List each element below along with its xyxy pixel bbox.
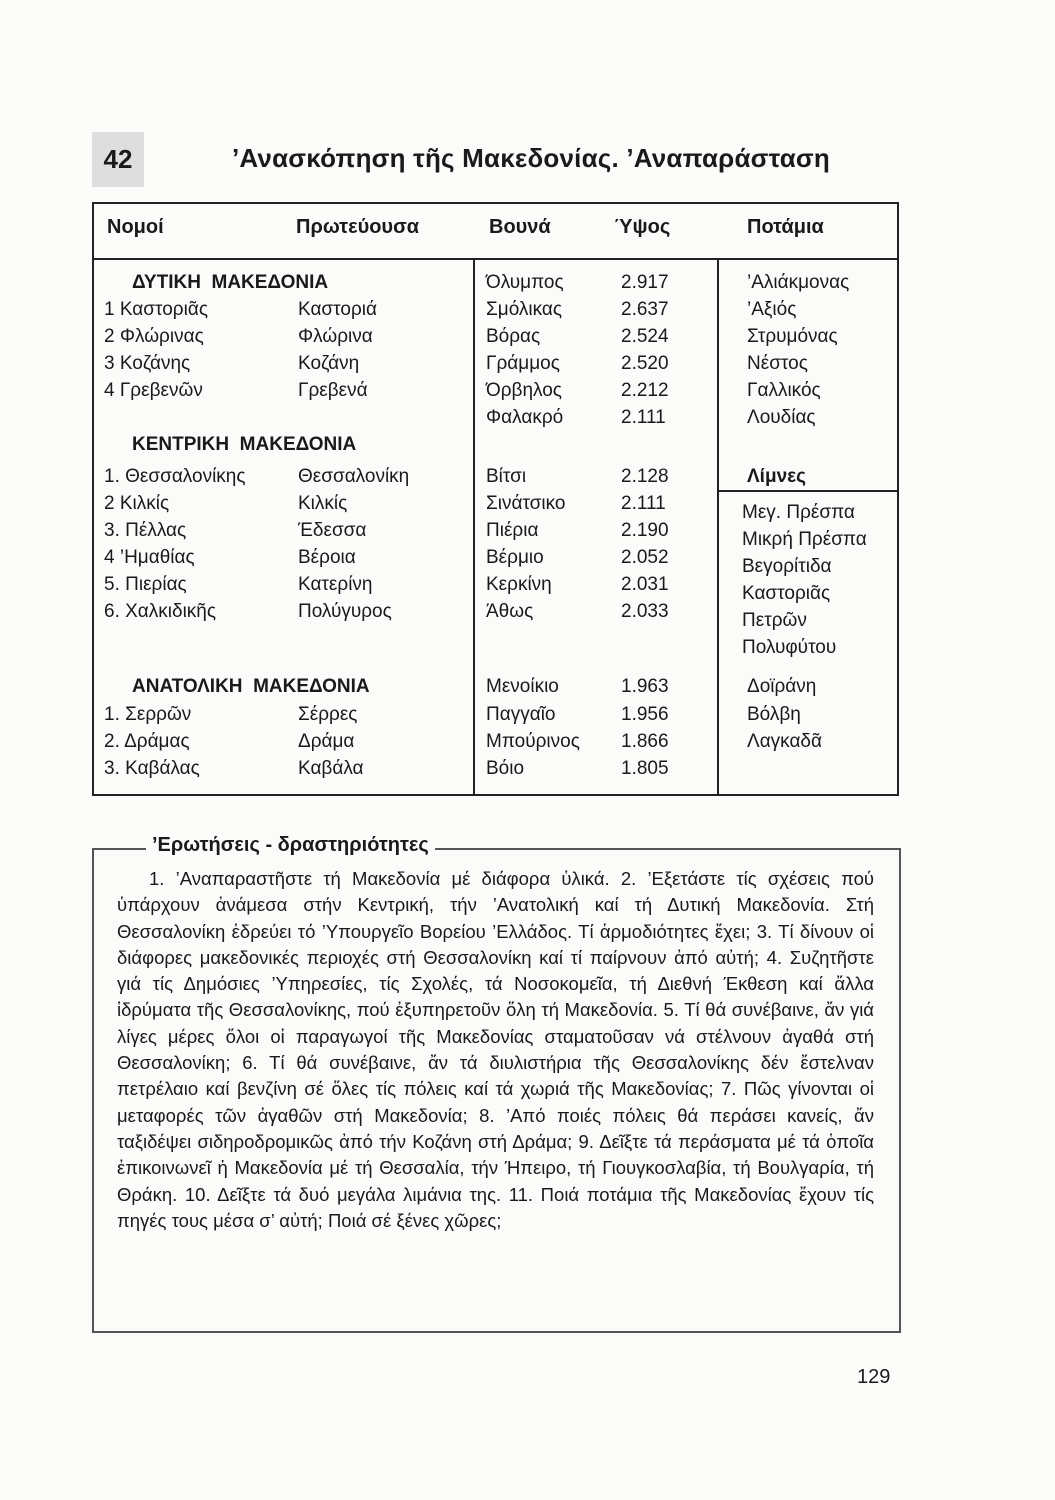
questions-text: 1. ’Αναπαραστῆστε τή Μακεδονία μέ διάφορα ὑλικά. 2. ’Εξετάστε τίς σχέσεις πού ὑπάρχουν ἀνάμεσα στήν Κεντρική, τήν ’Ανατολική καί τή Δυτική Μακεδονία. Στή Θεσσαλονίκη ἑδρεύει τό ’Υπουργεῖο Βορείου ’Ελλάδος. Τί ἁρμοδιότητες ἔχει; 3. Τί δίνουν οἱ διάφορες μακεδονικές περιοχές στή Θεσσαλονίκη καί τί παίρνουν ἀπό αὐτή; 4. Συζητῆστε γιά τίς Δημόσιες ’Υπηρεσίες, τίς Σχολές, τά Νοσοκομεῖα, τή Διεθνή Έκθεση καί ἄλλα ἱδρύματα τῆς Θεσσαλονίκης, πού ἐξυπηρετοῦν ὅλη τή Μακεδονία. 5. Τί θά συνέβαινε, ἄν γιά λίγες μέρες ὅλοι οἱ παραγωγοί τῆς Μακεδονίας σταματοῦσαν νά στέλνουν ἀγαθά στή Θεσσαλονίκη; 6. Τί θά συνέβαινε, ἄν τά διυλιστήρια τῆς Θεσσαλονίκης δέν ἔστελναν πετρέλαιο καί βενζίνη σέ ὅλες τίς πόλεις καί τά χωριά τῆς Μακεδονίας; 7. Πῶς γίνονται οἱ μεταφορές τῶν ἀγαθῶν στή Μακεδονία; 8. ’Από ποιές πόλεις θά περάσει κανείς, ἄν ταξιδέψει σιδηροδρομικῶς ἀπό τήν Κοζάνη στή Δράμα; 9. Δεῖξτε τά περάσματα μέ τά ὁποῖα ἐπικοινωνεῖ ἡ Μακεδονία μέ τή Θεσσαλία, τήν Ήπειρο, τή Γιουγκοσλαβία, τή Βουλγαρία, τή Θράκη. 10. Δεῖξτε τά δυό μεγάλα λιμάνια της. 11. Ποιά ποτάμια τῆς Μακεδονίας ἔχουν τίς πηγές τους μέσα σ’ αὐτή; Ποιά σέ ξένες χῶρες; (117, 868, 874, 1231)
nomos-name: 2 Φλώρινας (104, 326, 204, 347)
mountain-height: 2.637 (621, 299, 669, 320)
capital-name: Κοζάνη (298, 353, 360, 374)
mountain-name: Μενοίκιο (486, 676, 559, 697)
mountain-height: 2.128 (621, 466, 669, 487)
river-name: ’Αξιός (747, 299, 797, 320)
lake-name: Πετρῶν (742, 610, 807, 631)
nomos-name: 5. Πιερίας (104, 574, 187, 595)
mountain-height: 2.520 (621, 353, 669, 374)
mountain-height: 2.917 (621, 272, 669, 293)
header-rivers: Ποτάμια (747, 216, 824, 238)
capital-name: Πολύγυρος (298, 601, 392, 622)
page-title: ’Ανασκόπηση τῆς Μακεδονίας. ’Αναπαράσταση (232, 143, 830, 173)
lake-name: Δοϊράνη (747, 676, 817, 697)
river-name: Νέστος (747, 353, 808, 374)
capital-name: Δράμα (298, 731, 355, 752)
header-nomoi: Νομοί (107, 216, 164, 238)
mountain-height: 2.111 (621, 493, 666, 514)
capital-name: Κιλκίς (298, 493, 348, 514)
section-number: 42 (92, 132, 144, 187)
header-capital: Πρωτεύουσα (296, 216, 420, 238)
column-divider-mountains (473, 258, 475, 796)
mountain-height: 1.963 (621, 676, 669, 697)
mountain-height: 1.805 (621, 758, 669, 779)
capital-name: Γρεβενά (298, 380, 368, 401)
mountain-height: 2.524 (621, 326, 669, 347)
nomos-name: 6. Χαλκιδικῆς (104, 601, 217, 622)
nomos-name: 2. Δράμας (104, 731, 190, 752)
mountain-height: 2.052 (621, 547, 669, 568)
lake-name: Λαγκαδᾶ (747, 731, 822, 752)
mountain-name: Όλυμπος (486, 272, 564, 293)
nomos-name: 4 ’Ημαθίας (104, 547, 195, 568)
river-name: Στρυμόνας (747, 326, 838, 347)
capital-name: Θεσσαλονίκη (298, 466, 410, 487)
lakes-divider (717, 490, 899, 492)
mountain-name: Παγγαῖο (486, 704, 556, 725)
header-mountains: Βουνά (489, 216, 551, 238)
mountain-name: Βέρμιο (486, 547, 544, 568)
questions-title: ’Ερωτήσεις - δραστηριότητες (146, 834, 435, 857)
lake-name: Καστοριᾶς (742, 583, 831, 604)
header-divider (92, 258, 899, 260)
mountain-height: 1.956 (621, 704, 669, 725)
nomos-name: 1. Σερρῶν (104, 704, 192, 725)
mountain-name: Σμόλικας (486, 299, 563, 320)
nomos-name: 3. Πέλλας (104, 520, 187, 541)
nomos-name: 2 Κιλκίς (104, 493, 170, 514)
capital-name: Φλώρινα (298, 326, 373, 347)
mountain-height: 2.190 (621, 520, 669, 541)
capital-name: Κατερίνη (298, 574, 373, 595)
capital-name: Σέρρες (298, 704, 358, 725)
lake-name: Μεγ. Πρέσπα (742, 502, 855, 523)
mountain-name: Βόρας (486, 326, 541, 347)
nomos-name: 1 Καστοριᾶς (104, 299, 208, 320)
mountain-name: Κερκίνη (486, 574, 552, 595)
page-number: 129 (857, 1366, 891, 1388)
lake-name: Μικρή Πρέσπα (742, 529, 867, 550)
mountain-name: Βόιο (486, 758, 525, 779)
lake-name: Πολυφύτου (742, 637, 837, 658)
mountain-height: 2.111 (621, 407, 666, 428)
column-divider-rivers (717, 258, 719, 796)
mountain-height: 2.212 (621, 380, 669, 401)
capital-name: Έδεσσα (298, 520, 367, 541)
mountain-name: Γράμμος (486, 353, 560, 374)
nomos-name: 1. Θεσσαλονίκης (104, 466, 246, 487)
region-heading-east: ΑΝΑΤΟΛΙΚΗ ΜΑΚΕΔΟΝΙΑ (132, 676, 370, 697)
nomos-name: 4 Γρεβενῶν (104, 380, 203, 401)
mountain-name: Μπούρινος (486, 731, 580, 752)
lake-name: Βόλβη (747, 704, 801, 725)
nomos-name: 3 Κοζάνης (104, 353, 191, 374)
mountain-height: 1.866 (621, 731, 669, 752)
river-name: Γαλλικός (747, 380, 821, 401)
mountain-name: Σινάτσικο (486, 493, 566, 514)
lakes-heading: Λίμνες (747, 466, 807, 487)
mountain-name: Πιέρια (486, 520, 539, 541)
lake-name: Βεγορίτιδα (742, 556, 832, 577)
river-name: ’Αλιάκμονας (747, 272, 850, 293)
nomos-name: 3. Καβάλας (104, 758, 200, 779)
mountain-name: Όρβηλος (486, 380, 562, 401)
mountain-name: Φαλακρό (486, 407, 564, 428)
mountain-name: Βίτσι (486, 466, 527, 487)
mountain-height: 2.031 (621, 574, 669, 595)
mountain-height: 2.033 (621, 601, 669, 622)
capital-name: Καβάλα (298, 758, 364, 779)
capital-name: Καστοριά (298, 299, 377, 320)
capital-name: Βέροια (298, 547, 356, 568)
region-heading-central: ΚΕΝΤΡΙΚΗ ΜΑΚΕΔΟΝΙΑ (132, 434, 357, 455)
header-height: Ύψος (614, 216, 671, 238)
mountain-name: Άθως (486, 601, 534, 622)
region-heading-west: ΔΥΤΙΚΗ ΜΑΚΕΔΟΝΙΑ (132, 272, 329, 293)
river-name: Λουδίας (747, 407, 816, 428)
